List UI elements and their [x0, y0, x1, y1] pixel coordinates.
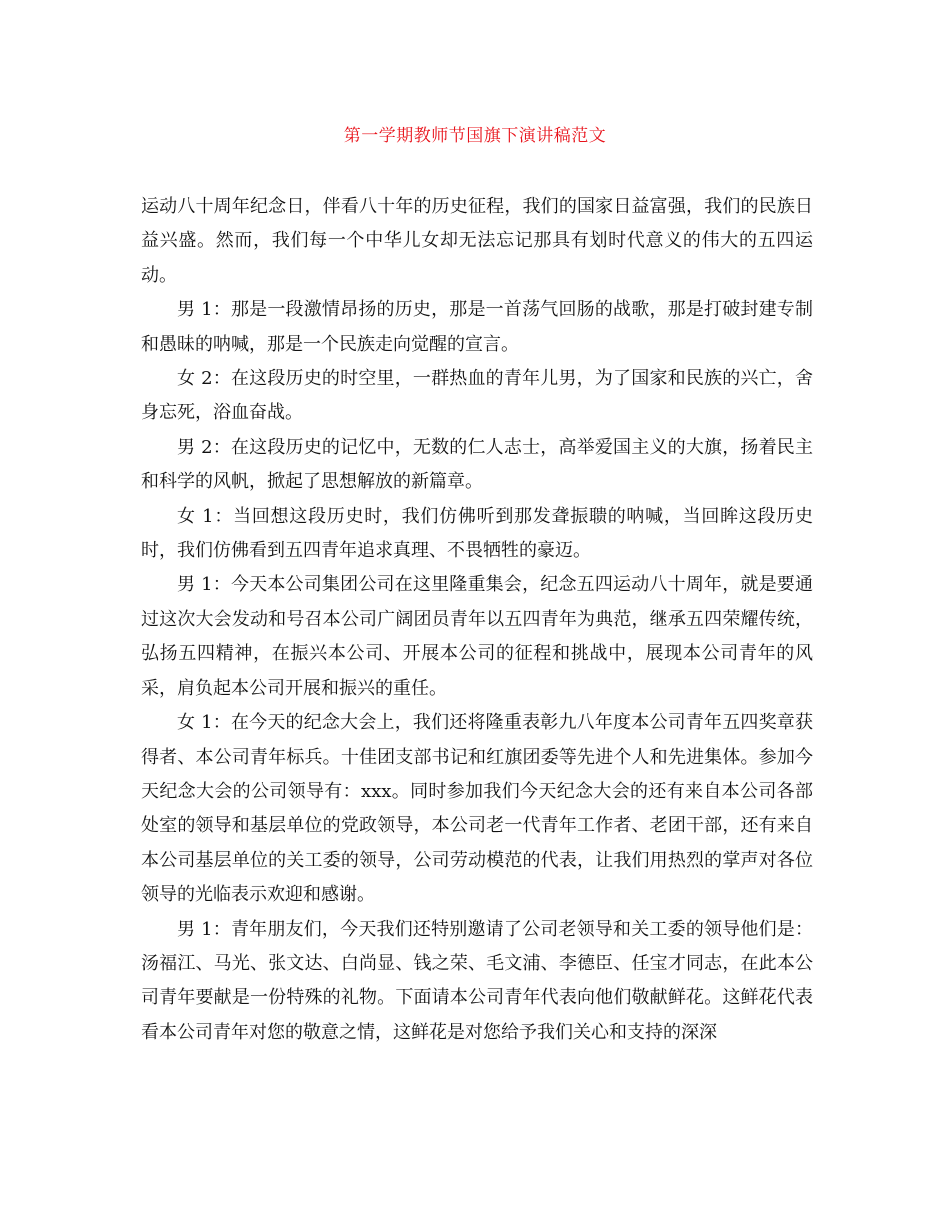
- paragraph-1: 运动八十周年纪念日，伴看八十年的历史征程，我们的国家日益富强，我们的民族日益兴盛。然而，我们每一个中华儿女却无法忘记那具有划时代意义的伟大的五四运动。: [141, 196, 813, 286]
- paragraph-7: 女 1：在今天的纪念大会上，我们还将隆重表彰九八年度本公司青年五四奖章获得者、本公司青年标兵。十佳团支部书记和红旗团委等先进个人和先进集体。参加今天纪念大会的公司领导有：xxx。同时参加我们今天纪念大会的还有来自本公司各部处室的领导和基层单位的党政领导，本公司老一代青年工作者、老团干部，还有来自本公司基层单位的关工委的领导，公司劳动模范的代表，让我们用热烈的掌声对各位领导的光临表示欢迎和感谢。: [141, 712, 813, 906]
- document-body: [141, 190, 813, 1050]
- paragraph-4: 男 2：在这段历史的记忆中，无数的仁人志士，高举爱国主义的大旗，扬着民主和科学的风帆，掀起了思想解放的新篇章。: [141, 436, 813, 493]
- paragraph-5: 女 1：当回想这段历史时，我们仿佛听到那发聋振聩的呐喊，当回眸这段历史时，我们仿佛看到五四青年追求真理、不畏牺牲的豪迈。: [141, 505, 813, 562]
- paragraph-6: 男 1：今天本公司集团公司在这里隆重集会，纪念五四运动八十周年，就是要通过这次大会发动和号召本公司广阔团员青年以五四青年为典范，继承五四荣耀传统，弘扬五四精神，在振兴本公司、开展本公司的征程和挑战中，展现本公司青年的风采，肩负起本公司开展和振兴的重任。: [141, 574, 813, 699]
- paragraph-2: 男 1：那是一段激情昂扬的历史，那是一首荡气回肠的战歌，那是打破封建专制和愚昧的呐喊，那是一个民族走向觉醒的宣言。: [141, 299, 813, 355]
- paragraph-8: 男 1：青年朋友们，今天我们还特别邀请了公司老领导和关工委的领导他们是：汤福江、马光、张文达、白尚显、钱之荣、毛文浦、李德臣、任宝才同志，在此本公司青年要献是一份特殊的礼物。下面请本公司青年代表向他们敬献鲜花。这鲜花代表看本公司青年对您的敬意之情，这鲜花是对您给予我们关心和支持的深深: [141, 918, 813, 1043]
- paragraph-3: 女 2：在这段历史的时空里，一群热血的青年儿男，为了国家和民族的兴亡，舍身忘死，浴血奋战。: [141, 368, 813, 424]
- document-title: 第一学期教师节国旗下演讲稿范文: [343, 126, 607, 146]
